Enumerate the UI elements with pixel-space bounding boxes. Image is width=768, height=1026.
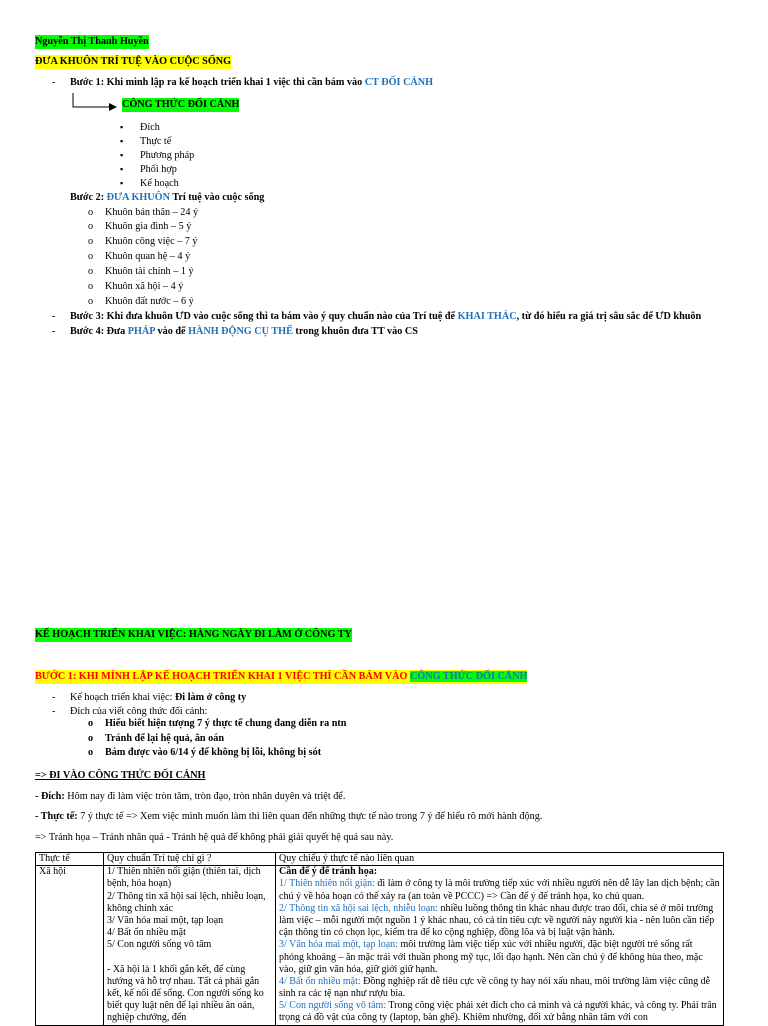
plan-item [70, 691, 246, 705]
formula-title: CÔNG THỨC ĐỐI CẢNH [122, 99, 240, 110]
step1-link: CT ĐỐI CẢNH [364, 77, 434, 88]
step2-text: Trí tuệ vào cuộc sống [169, 192, 265, 203]
step1-line [70, 76, 433, 90]
step2-label: Bước 2: [70, 192, 107, 203]
mold-item: o Khuôn xã hội – 4 ý [105, 280, 183, 294]
table-cell-standards [104, 866, 276, 1025]
mold-item: o Khuôn quan hệ – 4 ý [105, 250, 190, 264]
step1-heading [35, 670, 527, 684]
reference-text: Đồng nghiệp rất dễ tiêu cực về công ty hay nói xấu nhau, môi trường làm việc cũng dễ sinh ra các tệ nạn như rượu bia. [279, 975, 711, 1000]
reference-item [279, 976, 720, 1000]
plan-item-text: Đích của viết công thức đối cảnh: [70, 706, 208, 717]
reference-text: nhiều luồng thông tin khác nhau được trao đổi, chia sẻ ở môi trường làm việc – mỗi người một nguồn 1 ý khác nhau, có cả tin tiêu cực về người này người kia - nên luôn cần tiếp cận thông tin có chọn lọc, kiểm tra để ko cộng nghiệp, đồng lõa và bị luật vận hành. [279, 902, 715, 939]
step4-link-action: HÀNH ĐỘNG CỤ THỂ [188, 326, 293, 337]
reality-text: 7 ý thực tế => Xem việc mình muốn làm thì liên quan đến những thực tế nào trong 7 ý để hiểu rõ mới hành động. [77, 811, 543, 822]
formula-item: ▪ Đích [140, 121, 160, 135]
avoid-line: => Tránh họa – Tránh nhân quả - Tránh hệ quả để không phải giải quyết hệ quả sau này. [35, 832, 394, 843]
goal-text: Hôm nay đi làm việc tròn tâm, tròn đạo, tròn nhân duyên và triệt để. [64, 791, 346, 802]
table-header: Quy chiếu ý thực tế nào liên quan [276, 853, 724, 866]
step4-line [70, 325, 418, 339]
goal-label: - Đích: [35, 791, 65, 802]
enter-formula-heading: => ĐI VÀO CÔNG THỨC ĐỐI CẢNH [35, 770, 206, 781]
reference-link: 2/ Thông tin xã hội sai lệch, nhiễu loạn: [279, 902, 438, 914]
formula-item: ▪ Phương pháp [140, 149, 194, 163]
formula-item: ▪ Kế hoạch [140, 177, 179, 191]
step3-text: Khi đưa khuôn ƯD vào cuộc sống thì ta bám vào ý quy chuẩn nào của Trí tuệ để [104, 311, 458, 322]
step1-heading-text: BƯỚC 1: KHI MÌNH LẬP KẾ HOẠCH TRIỂN KHAI 1 VIỆC THÌ CẦN BÁM VÀO [35, 671, 410, 682]
step3-line [70, 310, 701, 324]
standard-item: 3/ Văn hóa mai một, tạp loạn [107, 914, 224, 926]
table-header: Quy chuẩn Trí tuệ chỉ gì ? [104, 853, 276, 866]
document-title: ĐƯA KHUÔN TRÍ TUỆ VÀO CUỘC SỐNG [35, 56, 232, 67]
mold-item: o Khuôn bản thân – 24 ý [105, 206, 198, 220]
formula-item: ▪ Phối hợp [140, 163, 177, 177]
step4-link-phap: PHÁP [127, 326, 155, 337]
plan-title: KẾ HOẠCH TRIỂN KHAI VIỆC: HÀNG NGÀY ĐI LÀM Ở CÔNG TY [35, 629, 352, 640]
reality-table [35, 852, 724, 1026]
standard-item: 2/ Thông tin xã hội sai lệch, nhiễu loạn, không chính xác [107, 890, 266, 914]
reference-link: 1/ Thiên nhiên nổi giận: [279, 878, 375, 890]
goal-item: o Bám được vào 6/14 ý để không bị lỗi, không bị sót [105, 746, 321, 760]
goal-item: o Hiểu biết hiện tượng 7 ý thực tế chung đang diễn ra ntn [105, 717, 346, 731]
reference-text: Trong công việc phải xét đích cho cả mình và cả người khác, và công ty. Phải trân trọng cả đồ vật của công ty (laptop, bàn ghế). Khiêm nhường, đối xử bằng nhân tâm với con [279, 1000, 717, 1024]
step4-text-mid: vào để [154, 326, 189, 337]
step2-line [70, 191, 264, 205]
standard-item: 1/ Thiên nhiên nổi giận (thiên tai, dịch bệnh, hỏa hoạn) [107, 866, 261, 890]
step1-heading-link: CÔNG THỨC ĐỐI CẢNH [410, 671, 528, 682]
standard-item: - Xã hội là 1 khối gắn kết, để cùng hướng và hỗ trợ nhau. Tất cả phải gắn kết, kế nối để sống. Con người sống ko biết quy luật nên để lại nhiều ân oán, nghiệp chướng, đến [107, 963, 264, 1024]
reference-item [279, 878, 720, 902]
plan-item-bold: Đi làm ở công ty [174, 692, 247, 703]
step4-text-end: trong khuôn đưa TT vào CS [292, 326, 418, 337]
reference-link: 4/ Bất ổn nhiều mặt: [279, 975, 361, 987]
step4-text: Đưa [104, 326, 128, 337]
standard-item: 5/ Con người sống vô tâm [107, 939, 212, 951]
standard-item: 4/ Bất ổn nhiều mặt [107, 927, 186, 939]
goal-line [35, 790, 345, 804]
reference-item [279, 903, 720, 940]
author-name: Nguyễn Thị Thanh Huyền [35, 36, 149, 47]
step3-label: Bước 3: [70, 311, 105, 322]
reference-text: đi làm ở công ty là môi trường tiếp xúc với nhiều người nên dễ lây lan dịch bệnh; cần chú ý về hỏa hoạn có thể xảy ra (an toàn về PCCC) => Cần để ý để tránh họa, ko chủ quan. [279, 878, 720, 902]
mold-item: o Khuôn đất nước – 6 ý [105, 295, 194, 309]
reference-heading: Cần để ý để tránh họa: [279, 866, 378, 878]
reference-link: 5/ Con người sống vô tâm: [279, 1000, 387, 1012]
goal-item: o Tránh để lại hệ quả, ân oán [105, 732, 224, 746]
reference-link: 3/ Văn hóa mai một, tạp loạn: [279, 939, 398, 951]
step3-text-end: , từ đó hiểu ra giá trị sâu sắc để ƯD khuôn [516, 311, 702, 322]
reality-label: - Thực tế: [35, 811, 78, 822]
mold-item: o Khuôn tài chính – 1 ý [105, 265, 194, 279]
spacer [107, 952, 272, 964]
mold-item: o Khuôn công việc – 7 ý [105, 235, 198, 249]
step2-link: ĐƯA KHUÔN [106, 192, 170, 203]
formula-item: ▪ Thực tế [140, 135, 171, 149]
arrow-connector-icon [70, 92, 122, 114]
reality-line [35, 810, 542, 824]
table-cell-reference [276, 866, 724, 1025]
plan-item-text: Kế hoạch triển khai việc: [70, 692, 175, 703]
table-header-row [36, 853, 724, 866]
reference-item [279, 1000, 720, 1024]
step1-text: Khi mình lập ra kế hoạch triển khai 1 việc thì cần bám vào [106, 77, 365, 88]
reference-text: môi trường làm việc tiếp xúc với nhiều người, đặc biệt người trẻ sống rất phóng khoáng – ăn mặc trái với thuần phong mỹ tục, lối đạo hạnh. Nên cần chú ý để không hùa theo, mặc vào, giữ gìn văn hóa, giữ giới giữ hạnh. [279, 939, 703, 975]
mold-item: o Khuôn gia đình – 5 ý [105, 220, 191, 234]
table-header: Thực tế [36, 853, 104, 866]
table-cell-reality: Xã hội [36, 866, 104, 1025]
reference-item [279, 939, 720, 976]
step4-label: Bước 4: [70, 326, 105, 337]
table-row [36, 866, 724, 1025]
step3-link: KHAI THÁC [457, 311, 517, 322]
step1-label: Bước 1: [70, 77, 105, 88]
